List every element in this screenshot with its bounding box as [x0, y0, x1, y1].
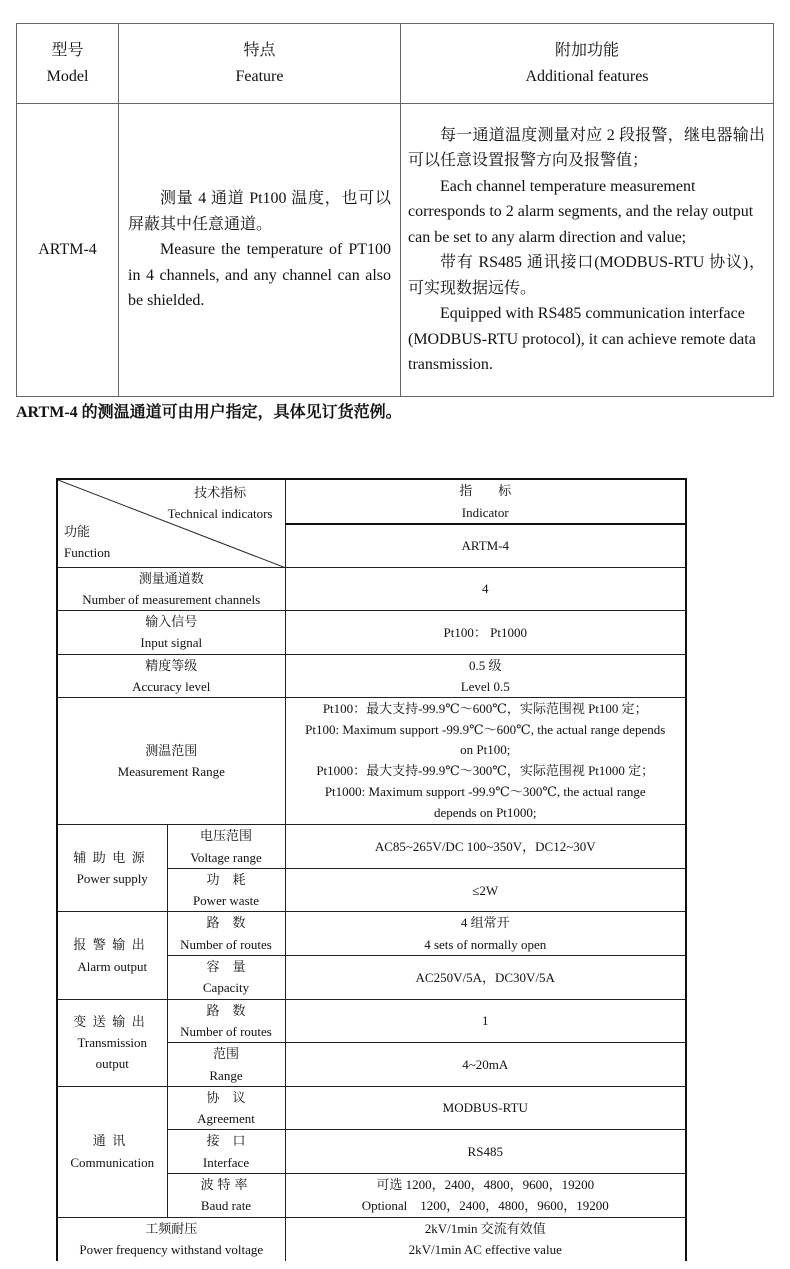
accuracy-cn: 精度等级: [145, 657, 198, 673]
capacity-en: Capacity: [202, 980, 250, 996]
agreement-label: [167, 1086, 285, 1130]
input-value: Pt100： Pt1000: [285, 611, 686, 655]
trans-routes-value: 1: [285, 999, 686, 1043]
withstand-value-cn: 2kV/1min 交流有效值: [424, 1221, 546, 1237]
header-feature-en: Feature: [235, 67, 284, 85]
agreement-value: MODBUS-RTU: [285, 1086, 686, 1130]
header-additional-en: Additional features: [525, 67, 649, 85]
trans-cn: 变送输出: [73, 1013, 152, 1029]
product-header-row: [17, 24, 774, 104]
accuracy-value: [285, 654, 686, 698]
power-label: [57, 825, 167, 912]
voltage-cn: 电压范围: [199, 828, 252, 844]
corner-top-label: [168, 482, 273, 524]
accuracy-row: [57, 654, 686, 698]
range-line-1: Pt100：最大支持-99.9℃～600℃，实际范围视 Pt100 定；: [322, 700, 648, 716]
interface-value: RS485: [285, 1130, 686, 1174]
range-value: [285, 698, 686, 825]
withstand-value-en: 2kV/1min AC effective value: [408, 1242, 562, 1258]
additional-en-1: Each channel temperature measurement corresponds to 2 alarm segments, and the relay output can be set to any alarm direction and value;: [408, 177, 754, 246]
header-feature-cn: 特点: [243, 41, 276, 59]
header-additional: [401, 24, 774, 104]
input-cn: 输入信号: [145, 614, 198, 630]
withstand-value: [285, 1217, 686, 1261]
trans-range-en: Range: [209, 1067, 243, 1083]
header-model-cn: 型号: [51, 41, 84, 59]
routes-cn: 路 数: [206, 915, 246, 931]
waste-cn: 功 耗: [206, 871, 246, 887]
corner-bottom-cn: 功能: [64, 523, 91, 539]
header-model: [17, 24, 119, 104]
spec-header-row: [57, 479, 686, 524]
trans-en-1: Transmission: [77, 1035, 148, 1051]
range-cn: 测温范围: [145, 742, 198, 758]
voltage-en: Voltage range: [190, 849, 262, 865]
interface-cn: 接 口: [206, 1133, 246, 1149]
corner-bottom-label: [64, 521, 110, 563]
channels-value: 4: [285, 567, 686, 611]
accuracy-en: Accuracy level: [132, 678, 211, 694]
withstand-label: [57, 1217, 285, 1261]
feature-cell: [119, 104, 401, 397]
capacity-label: [167, 956, 285, 1000]
additional-en-2: Equipped with RS485 communication interface (MODBUS-RTU protocol), it can achieve remote data transmission.: [408, 305, 756, 373]
input-en: Input signal: [140, 635, 203, 651]
indicator-en: Indicator: [461, 504, 509, 520]
routes-value-en: 4 sets of normally open: [424, 936, 547, 952]
range-row: [57, 698, 686, 825]
trans-routes-cn: 路 数: [206, 1002, 246, 1018]
waste-value: ≤2W: [285, 868, 686, 912]
baud-value-cn: 可选 1200，2400，4800，9600，19200: [376, 1177, 595, 1193]
trans-routes-row: [57, 999, 686, 1043]
corner-cell: [57, 479, 285, 567]
range-line-4: Pt1000：最大支持-99.9℃～300℃，实际范围视 Pt1000 定；: [316, 763, 655, 779]
corner-top-en: Technical indicators: [167, 506, 273, 521]
routes-row: [57, 912, 686, 956]
power-cn: 辅助电源: [73, 850, 152, 866]
routes-label: [167, 912, 285, 956]
agreement-row: [57, 1086, 686, 1130]
spec-model: ARTM-4: [285, 524, 686, 567]
baud-cn: 波特率: [200, 1177, 252, 1193]
channels-row: [57, 567, 686, 611]
interface-label: [167, 1130, 285, 1174]
additional-cn-2: 带有 RS485 通讯接口(MODBUS-RTU 协议)，可实现数据远传。: [408, 254, 765, 297]
accuracy-value-cn: 0.5 级: [468, 657, 502, 673]
comm-cn: 通讯: [92, 1133, 132, 1149]
header-additional-cn: 附加功能: [554, 41, 619, 59]
power-en: Power supply: [76, 871, 148, 887]
product-table: [16, 23, 774, 397]
voltage-row: [57, 825, 686, 869]
channels-label: [57, 567, 285, 611]
routes-value: [285, 912, 686, 956]
header-feature: [119, 24, 401, 104]
trans-en-2: output: [95, 1056, 129, 1072]
range-label: [57, 698, 285, 825]
trans-range-cn: 范围: [212, 1046, 239, 1062]
alarm-en: Alarm output: [77, 958, 148, 974]
agreement-en: Agreement: [197, 1111, 255, 1127]
input-label: [57, 611, 285, 655]
waste-label: [167, 868, 285, 912]
voltage-label: [167, 825, 285, 869]
range-line-2: Pt100: Maximum support -99.9℃～600℃, the actual range depends: [305, 721, 666, 737]
range-line-6: depends on Pt1000;: [433, 804, 537, 820]
baud-en: Baud rate: [200, 1198, 252, 1214]
channel-note: ARTM-4 的测温通道可由用户指定，具体见订货范例。: [16, 404, 402, 421]
trans-range-label: [167, 1043, 285, 1087]
interface-en: Interface: [202, 1154, 250, 1170]
feature-en: Measure the temperature of PT100 in 4 channels, and any channel can also be shielded.: [128, 241, 391, 310]
baud-label: [167, 1174, 285, 1218]
corner-top-cn: 技术指标: [194, 485, 247, 500]
accuracy-label: [57, 654, 285, 698]
withstand-en: Power frequency withstand voltage: [79, 1242, 264, 1258]
routes-value-cn: 4 组常开: [460, 915, 510, 931]
indicator-cn: 指 标: [459, 483, 512, 499]
alarm-label: [57, 912, 167, 999]
product-row: [17, 104, 774, 397]
additional-cn-1: 每一通道温度测量对应 2 段报警，继电器输出可以任意设置报警方向及报警值；: [408, 126, 765, 169]
baud-value: [285, 1174, 686, 1218]
feature-cn: 测量 4 通道 Pt100 温度，也可以屏蔽其中任意通道。: [128, 190, 391, 233]
additional-cell: [401, 104, 774, 397]
indicator-header: [285, 479, 686, 524]
model-cell: ARTM-4: [17, 104, 119, 397]
range-line-3: on Pt100;: [460, 742, 511, 758]
comm-label: [57, 1086, 167, 1217]
agreement-cn: 协 议: [206, 1089, 246, 1105]
waste-en: Power waste: [192, 893, 260, 909]
corner-bottom-en: Function: [64, 544, 111, 560]
accuracy-value-en: Level 0.5: [460, 678, 510, 694]
spec-table: [56, 478, 687, 1261]
baud-value-en: Optional 1200，2400，4800，9600，19200: [361, 1198, 609, 1214]
header-model-en: Model: [46, 67, 89, 85]
capacity-cn: 容 量: [206, 959, 246, 975]
channels-cn: 测量通道数: [138, 570, 204, 586]
input-row: [57, 611, 686, 655]
alarm-cn: 报警输出: [73, 937, 152, 953]
routes-en: Number of routes: [180, 936, 272, 952]
trans-label: [57, 999, 167, 1086]
voltage-value: AC85~265V/DC 100~350V，DC12~30V: [285, 825, 686, 869]
trans-range-value: 4~20mA: [285, 1043, 686, 1087]
comm-en: Communication: [70, 1154, 155, 1170]
capacity-value: AC250V/5A，DC30V/5A: [285, 956, 686, 1000]
range-en: Measurement Range: [117, 764, 225, 780]
channels-en: Number of measurement channels: [82, 591, 261, 607]
withstand-row: [57, 1217, 686, 1261]
range-line-5: Pt1000: Maximum support -99.9℃～300℃, the actual range: [324, 784, 646, 800]
trans-routes-en: Number of routes: [180, 1023, 272, 1039]
withstand-cn: 工频耐压: [145, 1221, 198, 1237]
trans-routes-label: [167, 999, 285, 1043]
